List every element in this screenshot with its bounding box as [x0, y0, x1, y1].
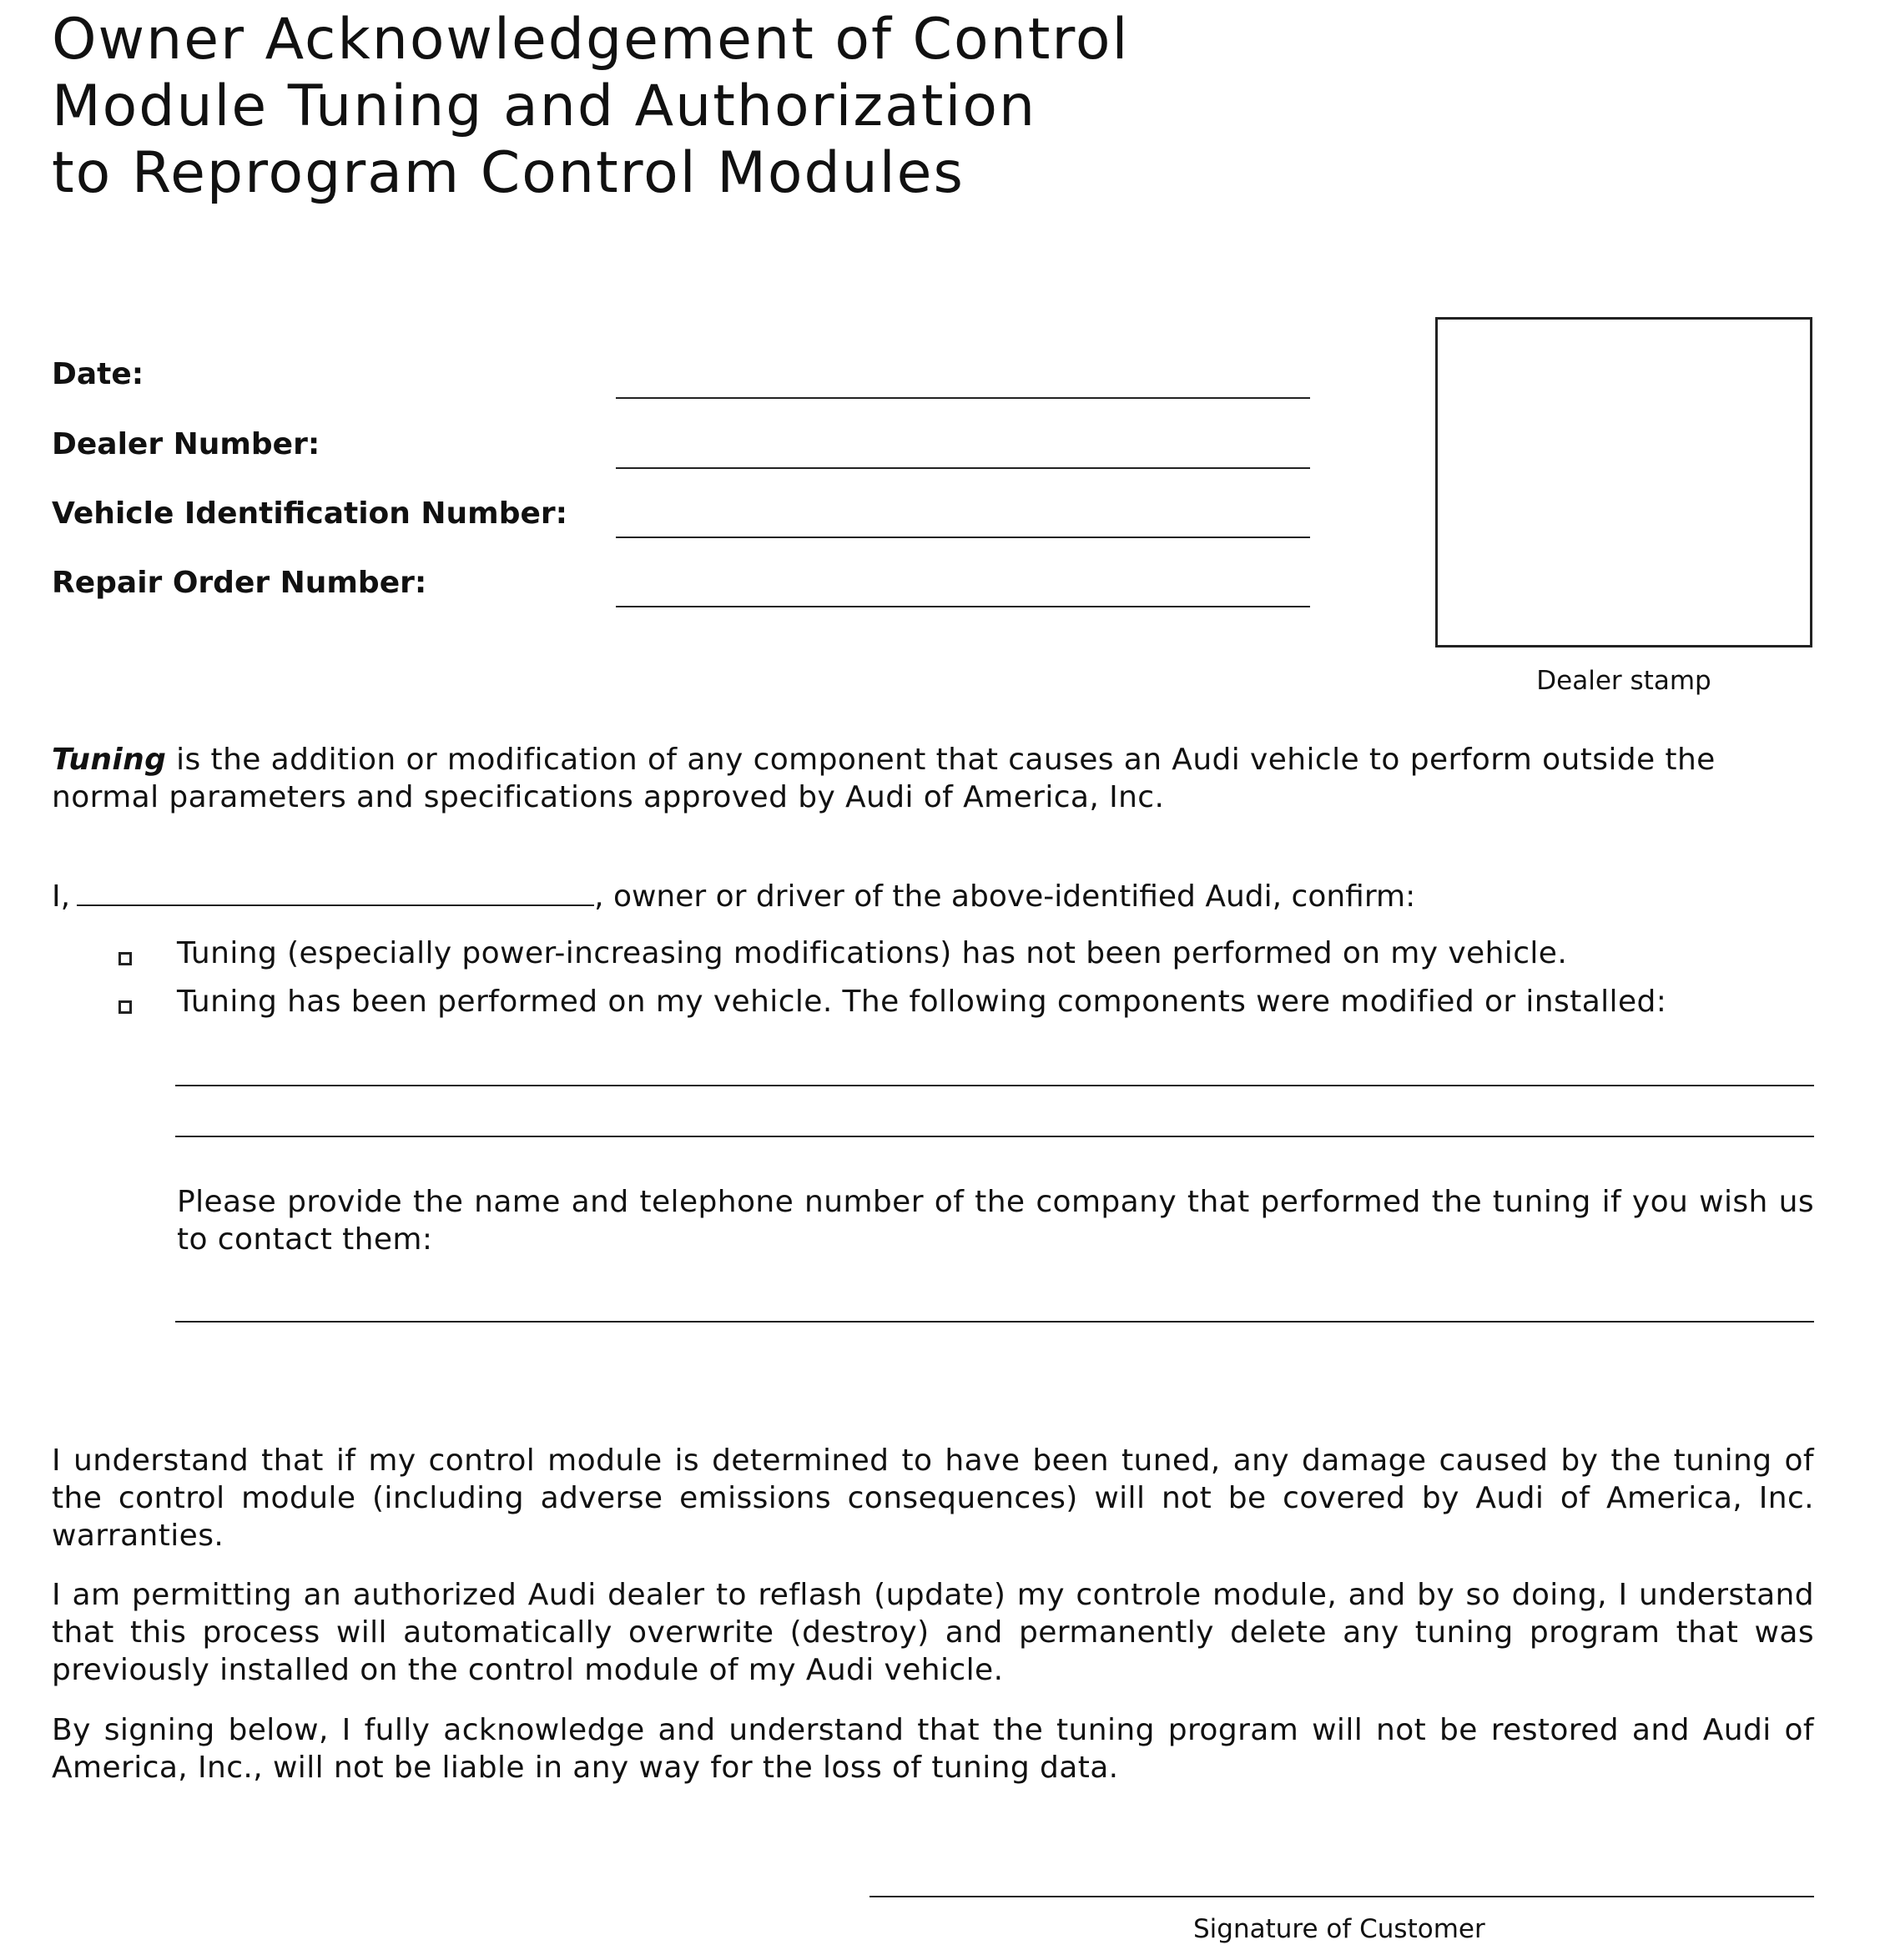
- reflash-statement: I am permitting an authorized Audi dealer to reflash (update) my controle module, and by so doing, I understand that this process will automatically overwrite (destroy) and permanently delete any tuning program that was previously installed on the control module of my Audi vehicle.: [52, 1578, 1814, 1687]
- tuning-definition: [52, 741, 1814, 816]
- option-tuned-label: Tuning has been performed on my vehicle. The following components were modified or installed:: [177, 985, 1667, 1019]
- customer-signature-line[interactable]: [869, 1896, 1814, 1897]
- page-title: [52, 7, 1554, 207]
- contact-request: Please provide the name and telephone number of the company that performed the tuning if you wish us to contact them:: [177, 1185, 1814, 1257]
- confirm-suffix: , owner or driver of the above-identified Audi, confirm:: [594, 879, 1416, 914]
- dealer-number-label: Dealer Number:: [52, 427, 320, 461]
- owner-confirm-line: [52, 876, 1415, 914]
- repair-order-field[interactable]: [616, 606, 1310, 607]
- liability-statement: By signing below, I fully acknowledge and understand that the tuning program will not be restored and Audi of America, Inc., will not be liable in any way for the loss of tuning data.: [52, 1713, 1814, 1785]
- option-tuned-checkbox[interactable]: [118, 1000, 132, 1014]
- option-not-tuned-checkbox[interactable]: [118, 952, 132, 965]
- dealer-stamp-box: [1435, 317, 1812, 647]
- owner-name-field[interactable]: [77, 876, 594, 906]
- repair-order-label: Repair Order Number:: [52, 566, 427, 600]
- date-label: Date:: [52, 357, 144, 391]
- confirm-prefix: I,: [52, 879, 71, 914]
- modified-components-line-2[interactable]: [175, 1136, 1814, 1137]
- option-not-tuned-label: Tuning (especially power-increasing modifications) has not been performed on my vehicle.: [177, 936, 1568, 970]
- warranty-statement: I understand that if my control module is determined to have been tuned, any damage caused by the tuning of the control module (including adverse emissions consequences) will not be covered by Audi of America, Inc. warranties.: [52, 1444, 1814, 1553]
- dealer-stamp-label: Dealer stamp: [1536, 666, 1711, 696]
- tuning-term: Tuning: [52, 743, 167, 777]
- modified-components-line-1[interactable]: [175, 1085, 1814, 1086]
- signature-label: Signature of Customer: [1193, 1914, 1485, 1944]
- tuning-definition-text: is the addition or modification of any component that causes an Audi vehicle to perform outside the normal parameters and specifications approved by Audi of America, Inc.: [52, 743, 1716, 814]
- vin-label: Vehicle Identification Number:: [52, 496, 568, 531]
- tuning-company-contact-line[interactable]: [175, 1321, 1814, 1323]
- dealer-number-field[interactable]: [616, 467, 1310, 469]
- date-field[interactable]: [616, 397, 1310, 399]
- title-line-3: to Reprogram Control Modules: [52, 140, 965, 206]
- title-line-2: Module Tuning and Authorization: [52, 73, 1037, 139]
- title-line-1: Owner Acknowledgement of Control: [52, 7, 1130, 73]
- vin-field[interactable]: [616, 537, 1310, 538]
